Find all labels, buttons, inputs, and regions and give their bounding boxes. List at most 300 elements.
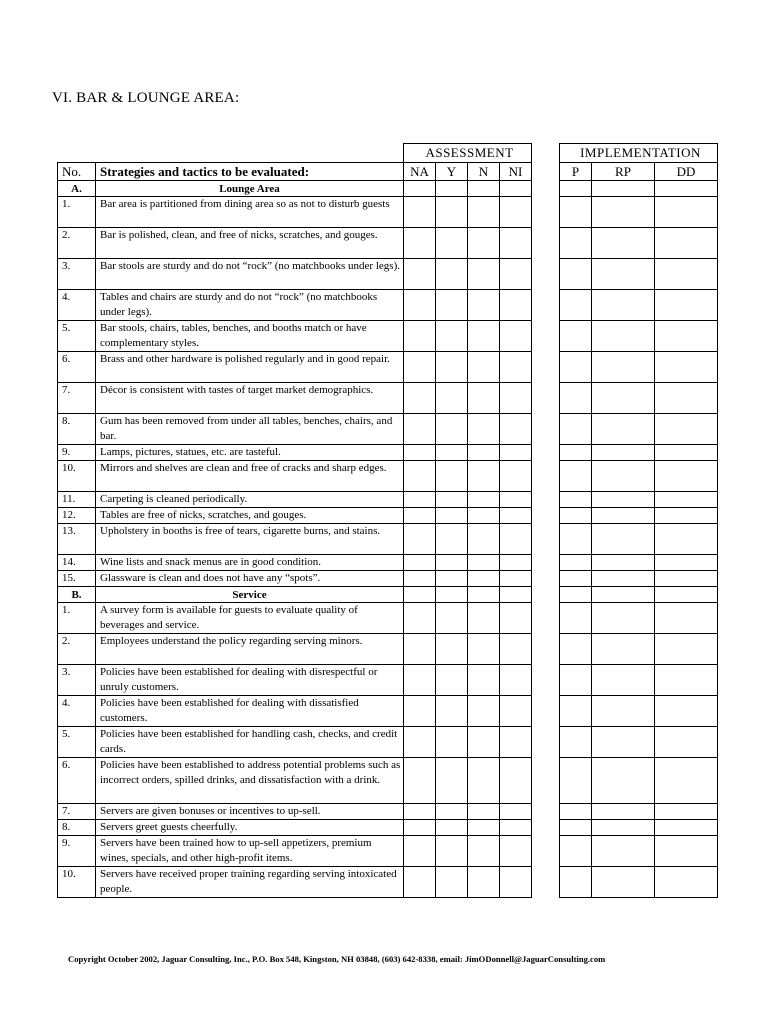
section-name: Service <box>96 587 404 603</box>
item-text: Décor is consistent with tastes of target market demographics. <box>96 383 404 414</box>
item-number: 3. <box>58 259 96 290</box>
implementation-checkbox-cell[interactable] <box>592 197 655 228</box>
assessment-checkbox-cell[interactable] <box>404 758 436 804</box>
implementation-checkbox-cell[interactable] <box>655 555 718 571</box>
table-row <box>560 696 718 727</box>
table-row <box>560 665 718 696</box>
implementation-checkbox-cell[interactable] <box>560 383 592 414</box>
assessment-checkbox-cell[interactable] <box>500 603 532 634</box>
implementation-checkbox-cell[interactable] <box>592 290 655 321</box>
implementation-checkbox-cell[interactable] <box>592 867 655 898</box>
item-text: Bar stools are sturdy and do not “rock” (no matchbooks under legs). <box>96 259 404 290</box>
assessment-checkbox-cell[interactable] <box>404 820 436 836</box>
table-row <box>58 603 532 634</box>
assessment-checkbox-cell[interactable] <box>436 804 468 820</box>
item-text: Tables are free of nicks, scratches, and gouges. <box>96 508 404 524</box>
implementation-checkbox-cell[interactable] <box>655 259 718 290</box>
table-row <box>560 197 718 228</box>
implementation-header: IMPLEMENTATION <box>560 144 718 163</box>
assessment-checkbox-cell[interactable] <box>404 665 436 696</box>
item-number: 2. <box>58 634 96 665</box>
implementation-checkbox-cell[interactable] <box>655 352 718 383</box>
section-title: VI. BAR & LOUNGE AREA: <box>52 90 240 106</box>
assessment-checkbox-cell[interactable] <box>500 461 532 492</box>
assessment-checkbox-cell[interactable] <box>436 634 468 665</box>
table-row <box>560 603 718 634</box>
table-row <box>560 228 718 259</box>
assessment-checkbox-cell[interactable] <box>468 508 500 524</box>
item-text: Glassware is clean and does not have any “spots”. <box>96 571 404 587</box>
assessment-checkbox-cell[interactable] <box>436 321 468 352</box>
implementation-checkbox-cell[interactable] <box>560 352 592 383</box>
table-row <box>560 414 718 445</box>
assessment-checkbox-cell[interactable] <box>500 492 532 508</box>
table-row <box>58 555 532 571</box>
implementation-checkbox-cell[interactable] <box>592 461 655 492</box>
implementation-checkbox-cell[interactable] <box>655 587 718 603</box>
assessment-checkbox-cell[interactable] <box>500 867 532 898</box>
implementation-checkbox-cell[interactable] <box>560 696 592 727</box>
assessment-checkbox-cell[interactable] <box>436 587 468 603</box>
section-header-row <box>58 181 532 197</box>
assessment-checkbox-cell[interactable] <box>436 727 468 758</box>
item-number: 7. <box>58 383 96 414</box>
assessment-checkbox-cell[interactable] <box>468 181 500 197</box>
implementation-checkbox-cell[interactable] <box>560 727 592 758</box>
table-row <box>58 727 532 758</box>
implementation-checkbox-cell[interactable] <box>560 492 592 508</box>
assessment-checkbox-cell[interactable] <box>404 197 436 228</box>
implementation-checkbox-cell[interactable] <box>592 414 655 445</box>
implementation-checkbox-cell[interactable] <box>655 492 718 508</box>
implementation-checkbox-cell[interactable] <box>655 634 718 665</box>
implementation-checkbox-cell[interactable] <box>592 665 655 696</box>
item-number: 10. <box>58 461 96 492</box>
implementation-checkbox-cell[interactable] <box>655 571 718 587</box>
implementation-checkbox-cell[interactable] <box>592 696 655 727</box>
implementation-checkbox-cell[interactable] <box>655 383 718 414</box>
item-number: 1. <box>58 197 96 228</box>
assessment-checkbox-cell[interactable] <box>436 820 468 836</box>
table-row <box>560 524 718 555</box>
implementation-checkbox-cell[interactable] <box>592 587 655 603</box>
assessment-checkbox-cell[interactable] <box>468 571 500 587</box>
assessment-checkbox-cell[interactable] <box>468 197 500 228</box>
implementation-checkbox-cell[interactable] <box>560 804 592 820</box>
implementation-checkbox-cell[interactable] <box>655 524 718 555</box>
assessment-checkbox-cell[interactable] <box>436 181 468 197</box>
table-row <box>560 290 718 321</box>
table-row <box>58 508 532 524</box>
assessment-checkbox-cell[interactable] <box>404 603 436 634</box>
assessment-checkbox-cell[interactable] <box>500 820 532 836</box>
table-row <box>560 383 718 414</box>
section-header-row <box>560 587 718 603</box>
assessment-checkbox-cell[interactable] <box>404 634 436 665</box>
column-header-no: No. <box>58 163 96 181</box>
table-row <box>58 524 532 555</box>
assessment-checkbox-cell[interactable] <box>436 696 468 727</box>
table-row <box>560 321 718 352</box>
implementation-checkbox-cell[interactable] <box>560 290 592 321</box>
assessment-checkbox-cell[interactable] <box>468 758 500 804</box>
assessment-checkbox-cell[interactable] <box>436 492 468 508</box>
assessment-checkbox-cell[interactable] <box>500 228 532 259</box>
column-header-rp: RP <box>592 163 655 181</box>
item-text: Tables and chairs are sturdy and do not “rock” (no matchbooks under legs). <box>96 290 404 321</box>
implementation-checkbox-cell[interactable] <box>655 836 718 867</box>
item-number: 6. <box>58 352 96 383</box>
implementation-checkbox-cell[interactable] <box>592 603 655 634</box>
footer-copyright: Copyright October 2002, Jaguar Consulting, Inc., P.O. Box 548, Kingston, NH 03848, (603) 642-8338, email: JimODonnell@JaguarConsulting.com <box>68 954 606 964</box>
assessment-checkbox-cell[interactable] <box>436 508 468 524</box>
item-number: 4. <box>58 696 96 727</box>
assessment-checkbox-cell[interactable] <box>468 290 500 321</box>
implementation-checkbox-cell[interactable] <box>560 414 592 445</box>
item-number: 4. <box>58 290 96 321</box>
item-text: Gum has been removed from under all tables, benches, chairs, and bar. <box>96 414 404 445</box>
implementation-checkbox-cell[interactable] <box>560 836 592 867</box>
assessment-checkbox-cell[interactable] <box>404 290 436 321</box>
assessment-checkbox-cell[interactable] <box>436 758 468 804</box>
table-row <box>560 259 718 290</box>
assessment-checkbox-cell[interactable] <box>500 665 532 696</box>
assessment-checkbox-cell[interactable] <box>404 321 436 352</box>
table-row <box>58 758 532 804</box>
implementation-checkbox-cell[interactable] <box>560 820 592 836</box>
item-number: 1. <box>58 603 96 634</box>
implementation-checkbox-cell[interactable] <box>560 758 592 804</box>
implementation-checkbox-cell[interactable] <box>592 259 655 290</box>
item-text: Policies have been established to address potential problems such as incorrect orders, spilled drinks, and dissatisfaction with a drink. <box>96 758 404 804</box>
assessment-checkbox-cell[interactable] <box>500 804 532 820</box>
assessment-checkbox-cell[interactable] <box>404 492 436 508</box>
implementation-checkbox-cell[interactable] <box>560 665 592 696</box>
section-letter: B. <box>58 587 96 603</box>
implementation-checkbox-cell[interactable] <box>655 445 718 461</box>
implementation-checkbox-cell[interactable] <box>655 181 718 197</box>
assessment-checkbox-cell[interactable] <box>436 555 468 571</box>
table-row <box>58 492 532 508</box>
assessment-checkbox-cell[interactable] <box>468 836 500 867</box>
assessment-checkbox-cell[interactable] <box>404 352 436 383</box>
assessment-checkbox-cell[interactable] <box>404 508 436 524</box>
table-row <box>560 727 718 758</box>
implementation-checkbox-cell[interactable] <box>592 352 655 383</box>
implementation-checkbox-cell[interactable] <box>655 321 718 352</box>
assessment-checkbox-cell[interactable] <box>404 587 436 603</box>
assessment-checkbox-cell[interactable] <box>404 259 436 290</box>
implementation-checkbox-cell[interactable] <box>592 758 655 804</box>
assessment-checkbox-cell[interactable] <box>468 603 500 634</box>
assessment-checkbox-cell[interactable] <box>436 383 468 414</box>
table-row <box>58 696 532 727</box>
item-text: Mirrors and shelves are clean and free of cracks and sharp edges. <box>96 461 404 492</box>
item-number: 11. <box>58 492 96 508</box>
assessment-checkbox-cell[interactable] <box>468 634 500 665</box>
implementation-checkbox-cell[interactable] <box>560 181 592 197</box>
implementation-checkbox-cell[interactable] <box>655 290 718 321</box>
implementation-checkbox-cell[interactable] <box>560 197 592 228</box>
assessment-checkbox-cell[interactable] <box>468 321 500 352</box>
assessment-checkbox-cell[interactable] <box>500 445 532 461</box>
implementation-checkbox-cell[interactable] <box>655 727 718 758</box>
table-row <box>58 445 532 461</box>
table-row <box>560 820 718 836</box>
assessment-checkbox-cell[interactable] <box>436 524 468 555</box>
implementation-checkbox-cell[interactable] <box>592 383 655 414</box>
table-row <box>58 665 532 696</box>
item-text: Upholstery in booths is free of tears, cigarette burns, and stains. <box>96 524 404 555</box>
assessment-checkbox-cell[interactable] <box>500 352 532 383</box>
assessment-checkbox-cell[interactable] <box>404 555 436 571</box>
assessment-checkbox-cell[interactable] <box>500 290 532 321</box>
item-text: Policies have been established for dealing with dissatisfied customers. <box>96 696 404 727</box>
assessment-checkbox-cell[interactable] <box>436 414 468 445</box>
table-row <box>560 352 718 383</box>
table-row <box>560 555 718 571</box>
table-row <box>58 197 532 228</box>
table-row <box>58 634 532 665</box>
implementation-checkbox-cell[interactable] <box>592 228 655 259</box>
assessment-checkbox-cell[interactable] <box>500 414 532 445</box>
implementation-checkbox-cell[interactable] <box>592 181 655 197</box>
table-row <box>58 321 532 352</box>
assessment-checkbox-cell[interactable] <box>404 836 436 867</box>
implementation-checkbox-cell[interactable] <box>592 634 655 665</box>
implementation-checkbox-cell[interactable] <box>655 197 718 228</box>
assessment-checkbox-cell[interactable] <box>436 445 468 461</box>
implementation-checkbox-cell[interactable] <box>560 587 592 603</box>
implementation-checkbox-cell[interactable] <box>560 524 592 555</box>
assessment-checkbox-cell[interactable] <box>500 634 532 665</box>
assessment-checkbox-cell[interactable] <box>436 228 468 259</box>
implementation-checkbox-cell[interactable] <box>655 603 718 634</box>
assessment-checkbox-cell[interactable] <box>500 571 532 587</box>
assessment-checkbox-cell[interactable] <box>500 555 532 571</box>
assessment-checkbox-cell[interactable] <box>404 228 436 259</box>
implementation-checkbox-cell[interactable] <box>592 820 655 836</box>
item-text: Carpeting is cleaned periodically. <box>96 492 404 508</box>
assessment-checkbox-cell[interactable] <box>436 665 468 696</box>
assessment-checkbox-cell[interactable] <box>468 352 500 383</box>
assessment-checkbox-cell[interactable] <box>436 603 468 634</box>
item-text: Policies have been established for handling cash, checks, and credit cards. <box>96 727 404 758</box>
implementation-checkbox-cell[interactable] <box>592 804 655 820</box>
assessment-checkbox-cell[interactable] <box>468 228 500 259</box>
assessment-checkbox-cell[interactable] <box>468 867 500 898</box>
implementation-checkbox-cell[interactable] <box>592 321 655 352</box>
implementation-checkbox-cell[interactable] <box>655 696 718 727</box>
item-text: Bar stools, chairs, tables, benches, and booths match or have complementary styles. <box>96 321 404 352</box>
implementation-checkbox-cell[interactable] <box>560 228 592 259</box>
table-row <box>560 867 718 898</box>
assessment-checkbox-cell[interactable] <box>468 492 500 508</box>
assessment-header: ASSESSMENT <box>404 144 532 163</box>
item-number: 13. <box>58 524 96 555</box>
assessment-checkbox-cell[interactable] <box>468 665 500 696</box>
column-header-ni: NI <box>500 163 532 181</box>
assessment-checkbox-cell[interactable] <box>436 290 468 321</box>
assessment-checkbox-cell[interactable] <box>436 352 468 383</box>
column-header-na: NA <box>404 163 436 181</box>
assessment-checkbox-cell[interactable] <box>500 758 532 804</box>
assessment-checkbox-cell[interactable] <box>468 445 500 461</box>
implementation-checkbox-cell[interactable] <box>655 804 718 820</box>
implementation-checkbox-cell[interactable] <box>560 321 592 352</box>
column-header-strategies: Strategies and tactics to be evaluated: <box>96 163 404 181</box>
assessment-checkbox-cell[interactable] <box>436 867 468 898</box>
implementation-checkbox-cell[interactable] <box>655 820 718 836</box>
item-text: Servers have received proper training regarding serving intoxicated people. <box>96 867 404 898</box>
section-name: Lounge Area <box>96 181 404 197</box>
item-text: Employees understand the policy regarding serving minors. <box>96 634 404 665</box>
implementation-checkbox-cell[interactable] <box>655 665 718 696</box>
implementation-checkbox-cell[interactable] <box>560 571 592 587</box>
table-row <box>58 228 532 259</box>
implementation-checkbox-cell[interactable] <box>560 445 592 461</box>
item-text: Servers greet guests cheerfully. <box>96 820 404 836</box>
table-row <box>560 508 718 524</box>
assessment-checkbox-cell[interactable] <box>468 414 500 445</box>
implementation-checkbox-cell[interactable] <box>592 524 655 555</box>
column-header-dd: DD <box>655 163 718 181</box>
item-number: 7. <box>58 804 96 820</box>
item-number: 9. <box>58 445 96 461</box>
assessment-table <box>57 143 532 898</box>
assessment-checkbox-cell[interactable] <box>404 383 436 414</box>
table-row <box>58 820 532 836</box>
assessment-checkbox-cell[interactable] <box>404 804 436 820</box>
column-header-n: N <box>468 163 500 181</box>
assessment-checkbox-cell[interactable] <box>404 727 436 758</box>
implementation-checkbox-cell[interactable] <box>560 508 592 524</box>
assessment-checkbox-cell[interactable] <box>404 181 436 197</box>
implementation-checkbox-cell[interactable] <box>655 461 718 492</box>
item-text: Servers have been trained how to up-sell appetizers, premium wines, specials, and other high-profit items. <box>96 836 404 867</box>
assessment-checkbox-cell[interactable] <box>404 414 436 445</box>
item-number: 8. <box>58 414 96 445</box>
implementation-checkbox-cell[interactable] <box>560 603 592 634</box>
assessment-checkbox-cell[interactable] <box>436 461 468 492</box>
assessment-checkbox-cell[interactable] <box>404 524 436 555</box>
assessment-checkbox-cell[interactable] <box>500 181 532 197</box>
item-text: Bar is polished, clean, and free of nicks, scratches, and gouges. <box>96 228 404 259</box>
implementation-checkbox-cell[interactable] <box>592 836 655 867</box>
assessment-checkbox-cell[interactable] <box>436 259 468 290</box>
implementation-checkbox-cell[interactable] <box>560 259 592 290</box>
table-row <box>560 804 718 820</box>
implementation-checkbox-cell[interactable] <box>592 555 655 571</box>
item-text: A survey form is available for guests to evaluate quality of beverages and service. <box>96 603 404 634</box>
item-number: 14. <box>58 555 96 571</box>
assessment-checkbox-cell[interactable] <box>404 445 436 461</box>
assessment-checkbox-cell[interactable] <box>500 197 532 228</box>
item-text: Brass and other hardware is polished regularly and in good repair. <box>96 352 404 383</box>
column-header-y: Y <box>436 163 468 181</box>
item-number: 5. <box>58 321 96 352</box>
item-number: 15. <box>58 571 96 587</box>
implementation-checkbox-cell[interactable] <box>560 555 592 571</box>
item-number: 3. <box>58 665 96 696</box>
item-number: 10. <box>58 867 96 898</box>
assessment-checkbox-cell[interactable] <box>404 571 436 587</box>
assessment-checkbox-cell[interactable] <box>404 867 436 898</box>
assessment-checkbox-cell[interactable] <box>468 259 500 290</box>
item-text: Bar area is partitioned from dining area so as not to disturb guests <box>96 197 404 228</box>
item-number: 12. <box>58 508 96 524</box>
assessment-checkbox-cell[interactable] <box>468 727 500 758</box>
assessment-checkbox-cell[interactable] <box>404 696 436 727</box>
item-number: 2. <box>58 228 96 259</box>
table-row <box>560 461 718 492</box>
assessment-checkbox-cell[interactable] <box>500 587 532 603</box>
assessment-checkbox-cell[interactable] <box>468 820 500 836</box>
item-text: Servers are given bonuses or incentives to up-sell. <box>96 804 404 820</box>
implementation-checkbox-cell[interactable] <box>592 727 655 758</box>
implementation-checkbox-cell[interactable] <box>655 508 718 524</box>
implementation-checkbox-cell[interactable] <box>560 634 592 665</box>
assessment-checkbox-cell[interactable] <box>500 727 532 758</box>
table-row <box>58 461 532 492</box>
table-row <box>58 259 532 290</box>
table-row <box>560 571 718 587</box>
implementation-checkbox-cell[interactable] <box>592 492 655 508</box>
assessment-checkbox-cell[interactable] <box>500 696 532 727</box>
implementation-checkbox-cell[interactable] <box>655 867 718 898</box>
item-number: 5. <box>58 727 96 758</box>
assessment-checkbox-cell[interactable] <box>468 555 500 571</box>
implementation-checkbox-cell[interactable] <box>655 758 718 804</box>
assessment-checkbox-cell[interactable] <box>500 321 532 352</box>
implementation-checkbox-cell[interactable] <box>592 508 655 524</box>
implementation-checkbox-cell[interactable] <box>560 867 592 898</box>
assessment-checkbox-cell[interactable] <box>500 508 532 524</box>
implementation-checkbox-cell[interactable] <box>560 461 592 492</box>
assessment-checkbox-cell[interactable] <box>404 461 436 492</box>
assessment-checkbox-cell[interactable] <box>468 524 500 555</box>
table-row <box>58 414 532 445</box>
implementation-checkbox-cell[interactable] <box>592 571 655 587</box>
table-row <box>560 758 718 804</box>
item-number: 8. <box>58 820 96 836</box>
assessment-checkbox-cell[interactable] <box>468 804 500 820</box>
implementation-checkbox-cell[interactable] <box>655 414 718 445</box>
assessment-checkbox-cell[interactable] <box>436 197 468 228</box>
table-row <box>560 836 718 867</box>
assessment-checkbox-cell[interactable] <box>500 259 532 290</box>
section-header-row <box>560 181 718 197</box>
implementation-checkbox-cell[interactable] <box>655 228 718 259</box>
column-header-p: P <box>560 163 592 181</box>
table-row <box>58 836 532 867</box>
table-row <box>58 383 532 414</box>
assessment-checkbox-cell[interactable] <box>468 696 500 727</box>
item-number: 9. <box>58 836 96 867</box>
assessment-checkbox-cell[interactable] <box>500 383 532 414</box>
assessment-checkbox-cell[interactable] <box>500 836 532 867</box>
implementation-checkbox-cell[interactable] <box>592 445 655 461</box>
assessment-checkbox-cell[interactable] <box>436 571 468 587</box>
assessment-checkbox-cell[interactable] <box>468 461 500 492</box>
assessment-checkbox-cell[interactable] <box>468 383 500 414</box>
table-row <box>560 492 718 508</box>
item-text: Lamps, pictures, statues, etc. are tasteful. <box>96 445 404 461</box>
assessment-checkbox-cell[interactable] <box>468 587 500 603</box>
assessment-checkbox-cell[interactable] <box>436 836 468 867</box>
table-row <box>58 352 532 383</box>
assessment-checkbox-cell[interactable] <box>500 524 532 555</box>
